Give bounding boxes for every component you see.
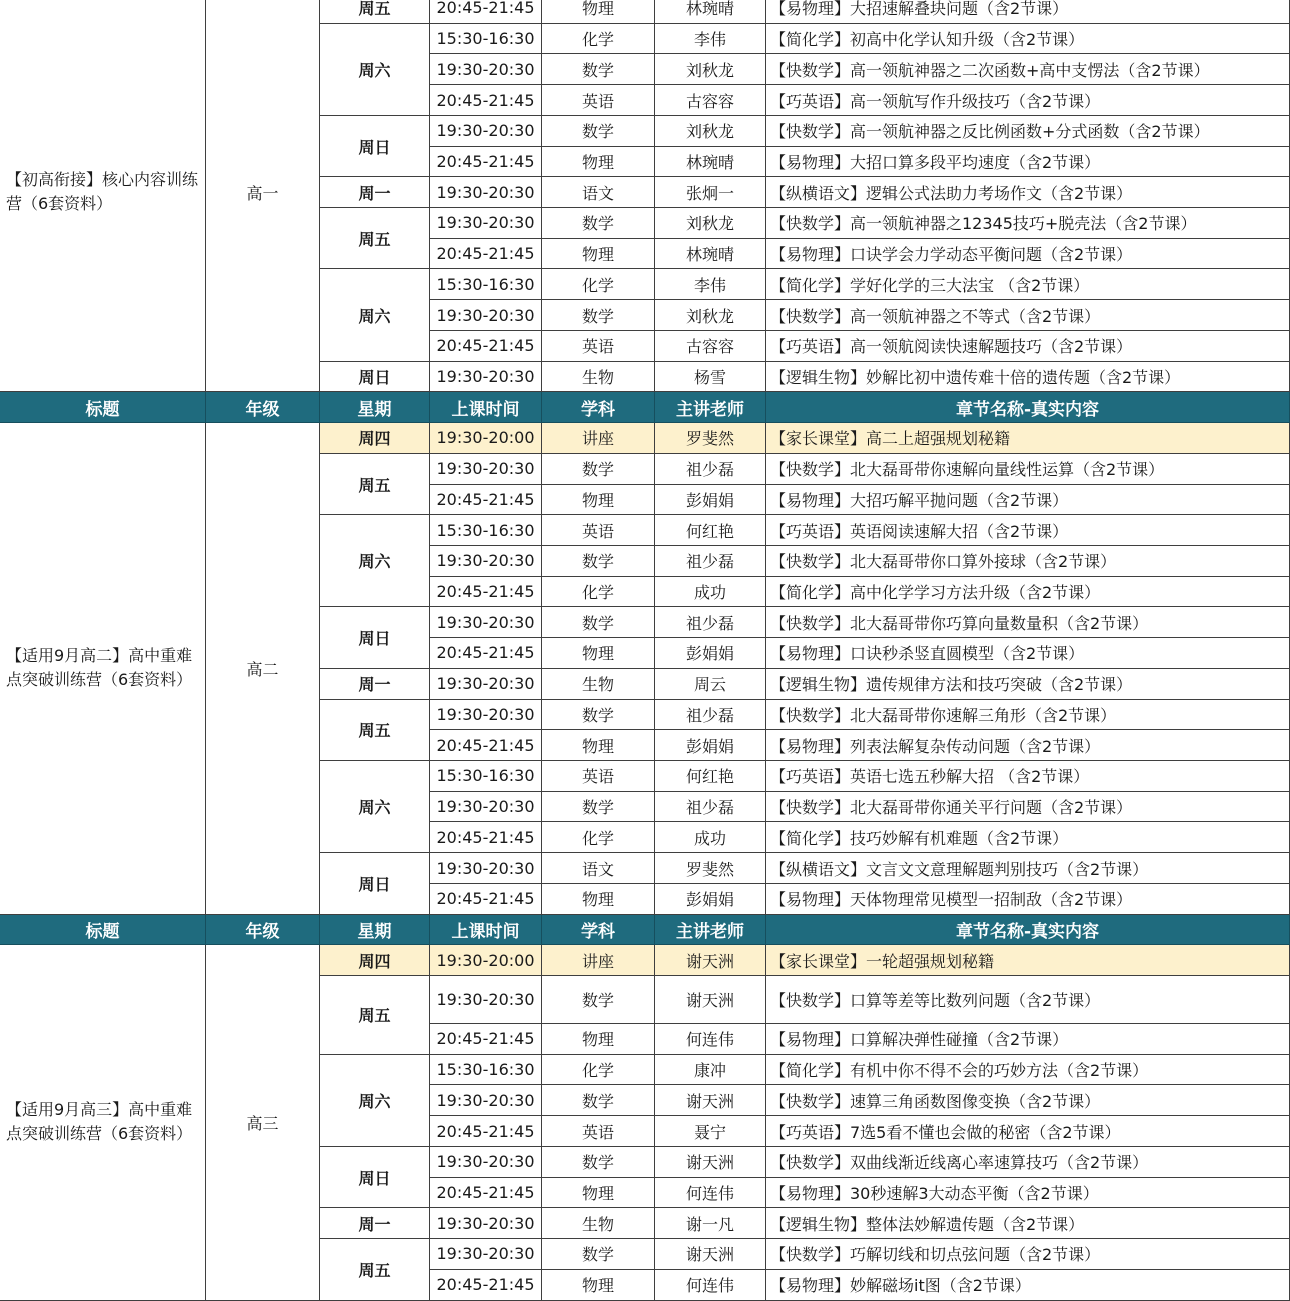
teacher: 周云 <box>655 669 766 700</box>
class-time: 19:30-20:30 <box>430 1147 542 1178</box>
header-cell: 星期 <box>320 392 430 423</box>
class-time: 15:30-16:30 <box>430 1055 542 1086</box>
teacher: 彭娟娟 <box>655 730 766 761</box>
teacher: 林琬晴 <box>655 147 766 178</box>
grade: 高一 <box>206 0 320 392</box>
weekday: 周五 <box>320 454 430 515</box>
chapter-content: 【易物理】妙解磁场it图（含2节课） <box>766 1270 1290 1301</box>
weekday: 周五 <box>320 976 430 1055</box>
class-time: 20:45-21:45 <box>430 1178 542 1209</box>
header-cell: 年级 <box>206 392 320 423</box>
weekday: 周四 <box>320 423 430 454</box>
class-time: 19:30-20:30 <box>430 853 542 884</box>
header-cell: 主讲老师 <box>655 915 766 946</box>
teacher: 祖少磊 <box>655 700 766 731</box>
chapter-content: 【简化学】高中化学学习方法升级（含2节课） <box>766 577 1290 608</box>
chapter-content: 【家长课堂】一轮超强规划秘籍 <box>766 945 1290 976</box>
header-cell: 年级 <box>206 915 320 946</box>
class-time: 19:30-20:30 <box>430 792 542 823</box>
class-time: 20:45-21:45 <box>430 577 542 608</box>
teacher: 谢天洲 <box>655 1239 766 1270</box>
subject: 英语 <box>542 331 655 362</box>
teacher: 彭娟娟 <box>655 485 766 516</box>
teacher: 刘秋龙 <box>655 54 766 85</box>
header-cell: 章节名称-真实内容 <box>766 392 1290 423</box>
class-time: 19:30-20:30 <box>430 700 542 731</box>
teacher: 祖少磊 <box>655 792 766 823</box>
teacher: 何连伟 <box>655 1024 766 1055</box>
chapter-content: 【简化学】初高中化学认知升级（含2节课） <box>766 24 1290 55</box>
subject: 物理 <box>542 638 655 669</box>
class-time: 15:30-16:30 <box>430 515 542 546</box>
weekday: 周日 <box>320 1147 430 1208</box>
subject: 物理 <box>542 485 655 516</box>
subject: 数学 <box>542 792 655 823</box>
teacher: 祖少磊 <box>655 454 766 485</box>
class-time: 19:30-20:30 <box>430 1208 542 1239</box>
class-time: 19:30-20:30 <box>430 1239 542 1270</box>
class-time: 20:45-21:45 <box>430 730 542 761</box>
teacher: 彭娟娟 <box>655 638 766 669</box>
subject: 英语 <box>542 85 655 116</box>
teacher: 彭娟娟 <box>655 884 766 915</box>
class-time: 20:45-21:45 <box>430 884 542 915</box>
weekday: 周六 <box>320 515 430 607</box>
teacher: 李伟 <box>655 269 766 300</box>
subject: 讲座 <box>542 945 655 976</box>
header-cell: 学科 <box>542 915 655 946</box>
subject: 英语 <box>542 515 655 546</box>
class-time: 20:45-21:45 <box>430 0 542 24</box>
chapter-content: 【巧英语】英语阅读速解大招（含2节课） <box>766 515 1290 546</box>
chapter-content: 【快数学】巧解切线和切点弦问题（含2节课） <box>766 1239 1290 1270</box>
subject: 英语 <box>542 1116 655 1147</box>
chapter-content: 【简化学】技巧妙解有机难题（含2节课） <box>766 822 1290 853</box>
chapter-content: 【快数学】双曲线渐近线离心率速算技巧（含2节课） <box>766 1147 1290 1178</box>
teacher: 成功 <box>655 577 766 608</box>
header-cell: 学科 <box>542 392 655 423</box>
chapter-content: 【快数学】口算等差等比数列问题（含2节课） <box>766 976 1290 1024</box>
teacher: 聂宁 <box>655 1116 766 1147</box>
teacher: 谢一凡 <box>655 1208 766 1239</box>
class-time: 19:30-20:00 <box>430 945 542 976</box>
header-cell: 标题 <box>0 915 206 946</box>
teacher: 古容容 <box>655 85 766 116</box>
teacher: 何连伟 <box>655 1270 766 1301</box>
teacher: 刘秋龙 <box>655 116 766 147</box>
weekday: 周五 <box>320 208 430 269</box>
weekday: 周六 <box>320 761 430 853</box>
weekday: 周日 <box>320 607 430 668</box>
chapter-content: 【快数学】高一领航神器之12345技巧+脱壳法（含2节课） <box>766 208 1290 239</box>
subject: 数学 <box>542 546 655 577</box>
subject: 数学 <box>542 1147 655 1178</box>
course-title: 【适用9月高三】高中重难点突破训练营（6套资料） <box>0 945 206 1300</box>
chapter-content: 【易物理】30秒速解3大动态平衡（含2节课） <box>766 1178 1290 1209</box>
chapter-content: 【易物理】大招口算多段平均速度（含2节课） <box>766 147 1290 178</box>
teacher: 古容容 <box>655 331 766 362</box>
class-time: 19:30-20:30 <box>430 1085 542 1116</box>
teacher: 何红艳 <box>655 761 766 792</box>
subject: 化学 <box>542 1055 655 1086</box>
class-time: 19:30-20:30 <box>430 208 542 239</box>
subject: 化学 <box>542 269 655 300</box>
weekday: 周日 <box>320 116 430 177</box>
class-time: 20:45-21:45 <box>430 1116 542 1147</box>
chapter-content: 【快数学】北大磊哥带你通关平行问题（含2节课） <box>766 792 1290 823</box>
header-cell: 章节名称-真实内容 <box>766 915 1290 946</box>
weekday: 周日 <box>320 853 430 914</box>
teacher: 刘秋龙 <box>655 300 766 331</box>
header-cell: 上课时间 <box>430 915 542 946</box>
class-time: 20:45-21:45 <box>430 85 542 116</box>
subject: 英语 <box>542 761 655 792</box>
teacher: 林琬晴 <box>655 0 766 24</box>
subject: 化学 <box>542 577 655 608</box>
chapter-content: 【逻辑生物】遗传规律方法和技巧突破（含2节课） <box>766 669 1290 700</box>
subject: 数学 <box>542 208 655 239</box>
teacher: 何红艳 <box>655 515 766 546</box>
weekday: 周四 <box>320 945 430 976</box>
class-time: 20:45-21:45 <box>430 239 542 270</box>
subject: 物理 <box>542 884 655 915</box>
header-cell: 主讲老师 <box>655 392 766 423</box>
header-cell: 上课时间 <box>430 392 542 423</box>
subject: 生物 <box>542 669 655 700</box>
class-time: 19:30-20:30 <box>430 976 542 1024</box>
subject: 数学 <box>542 116 655 147</box>
subject: 物理 <box>542 1024 655 1055</box>
chapter-content: 【易物理】列表法解复杂传动问题（含2节课） <box>766 730 1290 761</box>
chapter-content: 【易物理】大招巧解平抛问题（含2节课） <box>766 485 1290 516</box>
teacher: 李伟 <box>655 24 766 55</box>
grade: 高三 <box>206 945 320 1300</box>
chapter-content: 【逻辑生物】整体法妙解遗传题（含2节课） <box>766 1208 1290 1239</box>
chapter-content: 【纵横语文】逻辑公式法助力考场作文（含2节课） <box>766 177 1290 208</box>
weekday: 周一 <box>320 177 430 208</box>
chapter-content: 【易物理】大招速解叠块问题（含2节课） <box>766 0 1290 24</box>
subject: 物理 <box>542 147 655 178</box>
subject: 数学 <box>542 54 655 85</box>
class-time: 19:30-20:30 <box>430 177 542 208</box>
chapter-content: 【纵横语文】文言文文意理解题判别技巧（含2节课） <box>766 853 1290 884</box>
teacher: 谢天洲 <box>655 945 766 976</box>
chapter-content: 【家长课堂】高二上超强规划秘籍 <box>766 423 1290 454</box>
subject: 生物 <box>542 1208 655 1239</box>
class-time: 20:45-21:45 <box>430 1270 542 1301</box>
class-time: 20:45-21:45 <box>430 1024 542 1055</box>
teacher: 康冲 <box>655 1055 766 1086</box>
weekday: 周六 <box>320 269 430 361</box>
chapter-content: 【巧英语】高一领航阅读快速解题技巧（含2节课） <box>766 331 1290 362</box>
teacher: 成功 <box>655 822 766 853</box>
class-time: 20:45-21:45 <box>430 485 542 516</box>
class-time: 15:30-16:30 <box>430 269 542 300</box>
chapter-content: 【易物理】口诀学会力学动态平衡问题（含2节课） <box>766 239 1290 270</box>
course-title: 【适用9月高二】高中重难点突破训练营（6套资料） <box>0 423 206 915</box>
chapter-content: 【简化学】学好化学的三大法宝 （含2节课） <box>766 269 1290 300</box>
weekday: 周六 <box>320 1055 430 1147</box>
teacher: 谢天洲 <box>655 1085 766 1116</box>
subject: 讲座 <box>542 423 655 454</box>
teacher: 刘秋龙 <box>655 208 766 239</box>
subject: 数学 <box>542 1085 655 1116</box>
course-title: 【初高衔接】核心内容训练营（6套资料） <box>0 0 206 392</box>
class-time: 20:45-21:45 <box>430 331 542 362</box>
teacher: 谢天洲 <box>655 976 766 1024</box>
teacher: 何连伟 <box>655 1178 766 1209</box>
chapter-content: 【巧英语】英语七选五秒解大招 （含2节课） <box>766 761 1290 792</box>
class-time: 15:30-16:30 <box>430 24 542 55</box>
teacher: 罗斐然 <box>655 423 766 454</box>
teacher: 张炯一 <box>655 177 766 208</box>
class-time: 19:30-20:30 <box>430 454 542 485</box>
subject: 物理 <box>542 1270 655 1301</box>
chapter-content: 【巧英语】高一领航写作升级技巧（含2节课） <box>766 85 1290 116</box>
teacher: 谢天洲 <box>655 1147 766 1178</box>
subject: 数学 <box>542 976 655 1024</box>
weekday: 周日 <box>320 362 430 393</box>
subject: 数学 <box>542 1239 655 1270</box>
chapter-content: 【易物理】天体物理常见模型一招制敌（含2节课） <box>766 884 1290 915</box>
class-time: 19:30-20:30 <box>430 54 542 85</box>
subject: 物理 <box>542 730 655 761</box>
subject: 生物 <box>542 362 655 393</box>
chapter-content: 【快数学】北大磊哥带你巧算向量数量积（含2节课） <box>766 607 1290 638</box>
teacher: 罗斐然 <box>655 853 766 884</box>
weekday: 周一 <box>320 1208 430 1239</box>
class-time: 20:45-21:45 <box>430 147 542 178</box>
class-time: 20:45-21:45 <box>430 822 542 853</box>
subject: 数学 <box>542 700 655 731</box>
chapter-content: 【快数学】高一领航神器之反比例函数+分式函数（含2节课） <box>766 116 1290 147</box>
subject: 数学 <box>542 300 655 331</box>
subject: 语文 <box>542 177 655 208</box>
chapter-content: 【快数学】北大磊哥带你速解三角形（含2节课） <box>766 700 1290 731</box>
class-time: 19:30-20:30 <box>430 116 542 147</box>
subject: 物理 <box>542 0 655 24</box>
class-time: 19:30-20:30 <box>430 362 542 393</box>
teacher: 杨雪 <box>655 362 766 393</box>
class-time: 15:30-16:30 <box>430 761 542 792</box>
chapter-content: 【快数学】高一领航神器之不等式（含2节课） <box>766 300 1290 331</box>
grade: 高二 <box>206 423 320 915</box>
subject: 化学 <box>542 822 655 853</box>
chapter-content: 【易物理】口诀秒杀竖直圆模型（含2节课） <box>766 638 1290 669</box>
class-time: 20:45-21:45 <box>430 638 542 669</box>
subject: 物理 <box>542 1178 655 1209</box>
class-time: 19:30-20:30 <box>430 607 542 638</box>
chapter-content: 【快数学】速算三角函数图像变换（含2节课） <box>766 1085 1290 1116</box>
chapter-content: 【快数学】北大磊哥带你速解向量线性运算（含2节课） <box>766 454 1290 485</box>
class-time: 19:30-20:30 <box>430 546 542 577</box>
teacher: 祖少磊 <box>655 607 766 638</box>
class-time: 19:30-20:00 <box>430 423 542 454</box>
teacher: 林琬晴 <box>655 239 766 270</box>
chapter-content: 【巧英语】7选5看不懂也会做的秘密（含2节课） <box>766 1116 1290 1147</box>
subject: 语文 <box>542 853 655 884</box>
weekday: 周六 <box>320 24 430 116</box>
chapter-content: 【快数学】北大磊哥带你口算外接球（含2节课） <box>766 546 1290 577</box>
weekday: 周五 <box>320 1239 430 1300</box>
weekday: 周一 <box>320 669 430 700</box>
header-cell: 星期 <box>320 915 430 946</box>
teacher: 祖少磊 <box>655 546 766 577</box>
class-time: 19:30-20:30 <box>430 669 542 700</box>
chapter-content: 【易物理】口算解决弹性碰撞（含2节课） <box>766 1024 1290 1055</box>
chapter-content: 【简化学】有机中你不得不会的巧妙方法（含2节课） <box>766 1055 1290 1086</box>
chapter-content: 【快数学】高一领航神器之二次函数+高中支愣法（含2节课） <box>766 54 1290 85</box>
weekday: 周五 <box>320 700 430 761</box>
subject: 物理 <box>542 239 655 270</box>
subject: 数学 <box>542 607 655 638</box>
chapter-content: 【逻辑生物】妙解比初中遗传难十倍的遗传题（含2节课） <box>766 362 1290 393</box>
subject: 化学 <box>542 24 655 55</box>
subject: 数学 <box>542 454 655 485</box>
weekday: 周五 <box>320 0 430 24</box>
header-cell: 标题 <box>0 392 206 423</box>
class-time: 19:30-20:30 <box>430 300 542 331</box>
